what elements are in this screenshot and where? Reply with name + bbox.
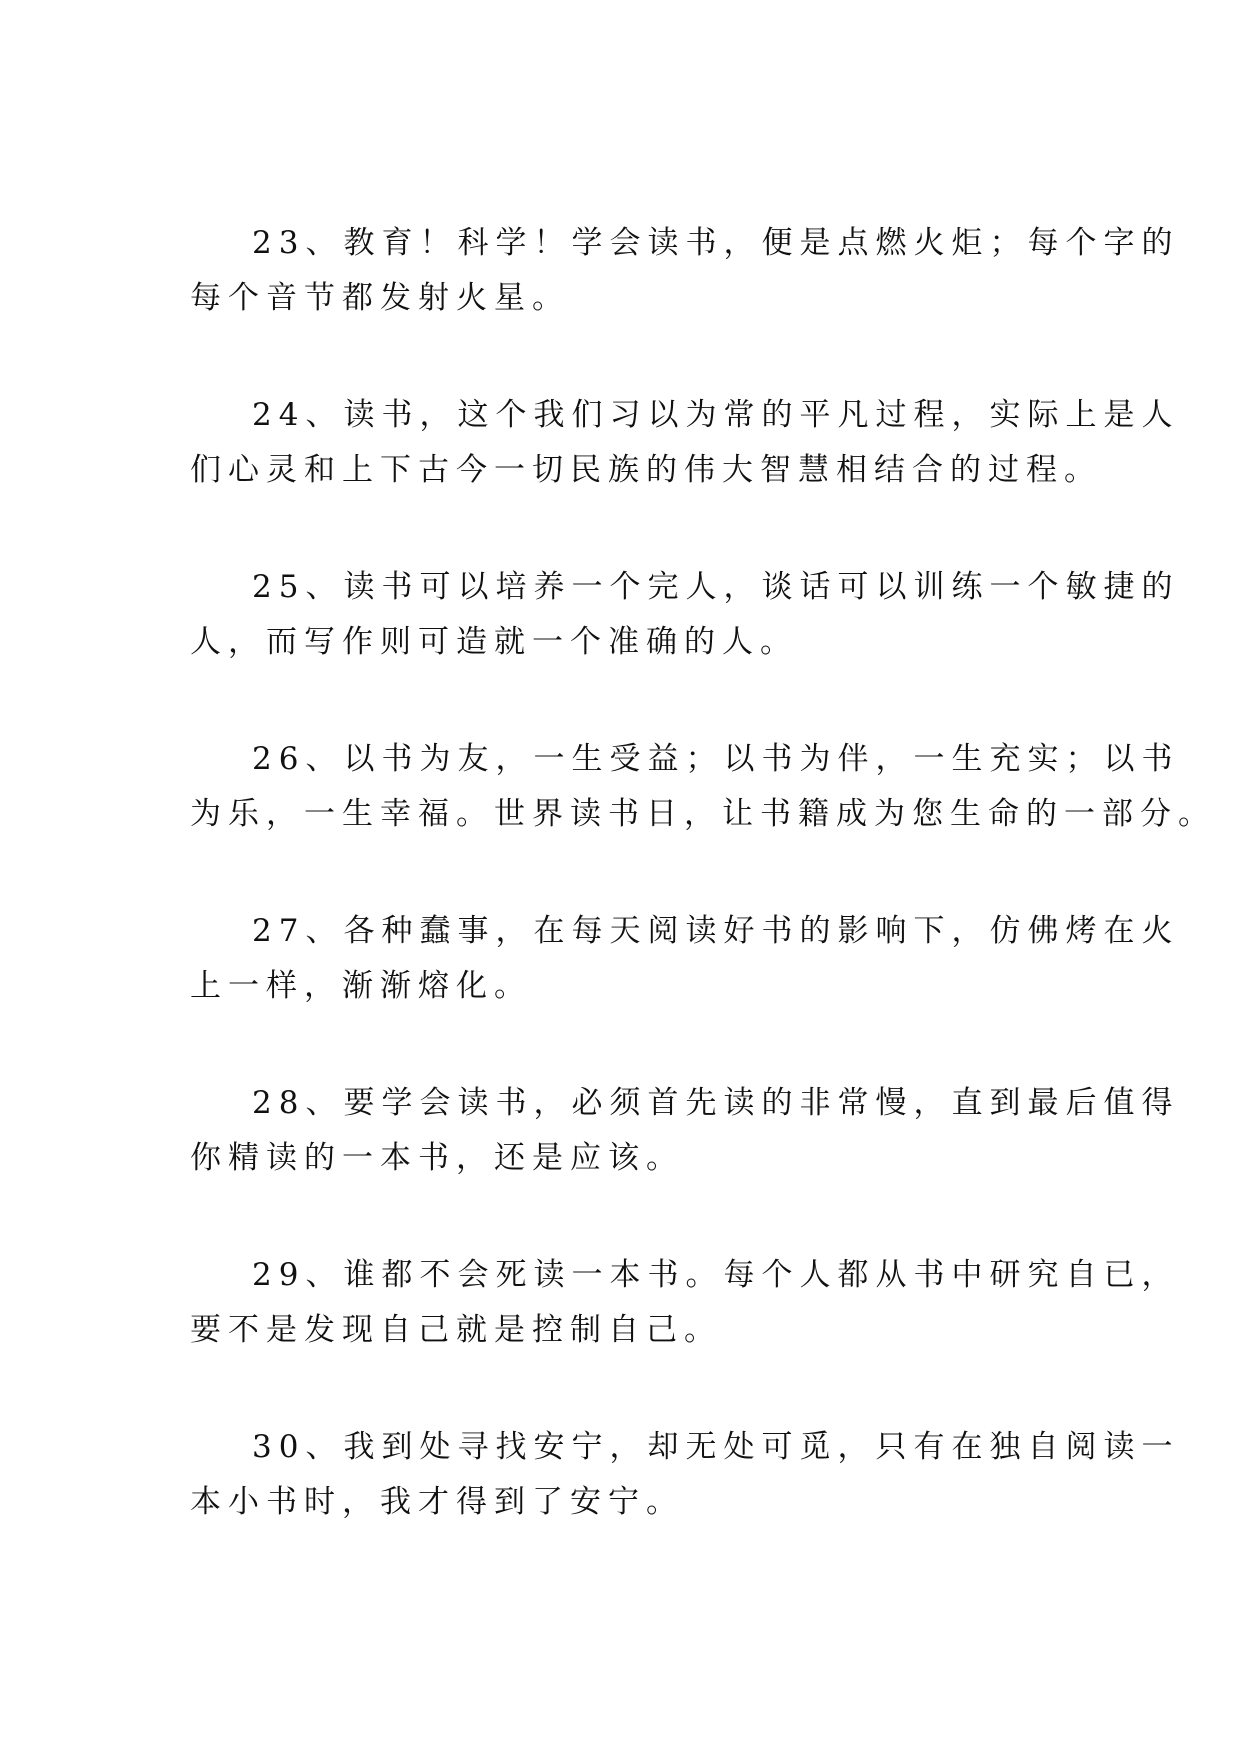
- paragraph-line: 26、以书为友，一生受益；以书为伴，一生充实；以书: [252, 741, 1180, 777]
- paragraph-line: 你精读的一本书，还是应该。: [190, 1140, 684, 1176]
- quote-paragraph-26: [190, 732, 1216, 842]
- paragraph-line: 们心灵和上下古今一切民族的伟大智慧相结合的过程。: [190, 452, 1102, 488]
- paragraph-line: 28、要学会读书，必须首先读的非常慢，直到最后值得: [252, 1085, 1180, 1121]
- quote-paragraph-27: [190, 904, 1180, 1014]
- paragraph-line: 25、读书可以培养一个完人，谈话可以训练一个敏捷的: [252, 569, 1180, 605]
- quote-paragraph-24: [190, 388, 1180, 498]
- quote-paragraph-29: [190, 1248, 1180, 1358]
- paragraph-line: 人，而写作则可造就一个准确的人。: [190, 624, 798, 660]
- quote-paragraph-25: [190, 560, 1180, 670]
- quote-paragraph-28: [190, 1076, 1180, 1186]
- paragraph-line: 为乐，一生幸福。世界读书日，让书籍成为您生命的一部分。: [190, 796, 1216, 832]
- paragraph-line: 27、各种蠢事，在每天阅读好书的影响下，仿佛烤在火: [252, 913, 1180, 949]
- paragraph-line: 24、读书，这个我们习以为常的平凡过程，实际上是人: [252, 397, 1180, 433]
- quote-paragraph-30: [190, 1420, 1180, 1530]
- paragraph-line: 要不是发现自己就是控制自己。: [190, 1312, 722, 1348]
- paragraph-line: 23、教育！科学！学会读书，便是点燃火炬；每个字的: [252, 225, 1180, 261]
- paragraph-line: 每个音节都发射火星。: [190, 280, 570, 316]
- quote-paragraph-23: [190, 216, 1180, 326]
- paragraph-line: 本小书时，我才得到了安宁。: [190, 1484, 684, 1520]
- paragraph-line: 上一样，渐渐熔化。: [190, 968, 532, 1004]
- paragraph-line: 29、谁都不会死读一本书。每个人都从书中研究自已，: [252, 1257, 1180, 1293]
- paragraph-line: 30、我到处寻找安宁，却无处可觅，只有在独自阅读一: [252, 1429, 1180, 1465]
